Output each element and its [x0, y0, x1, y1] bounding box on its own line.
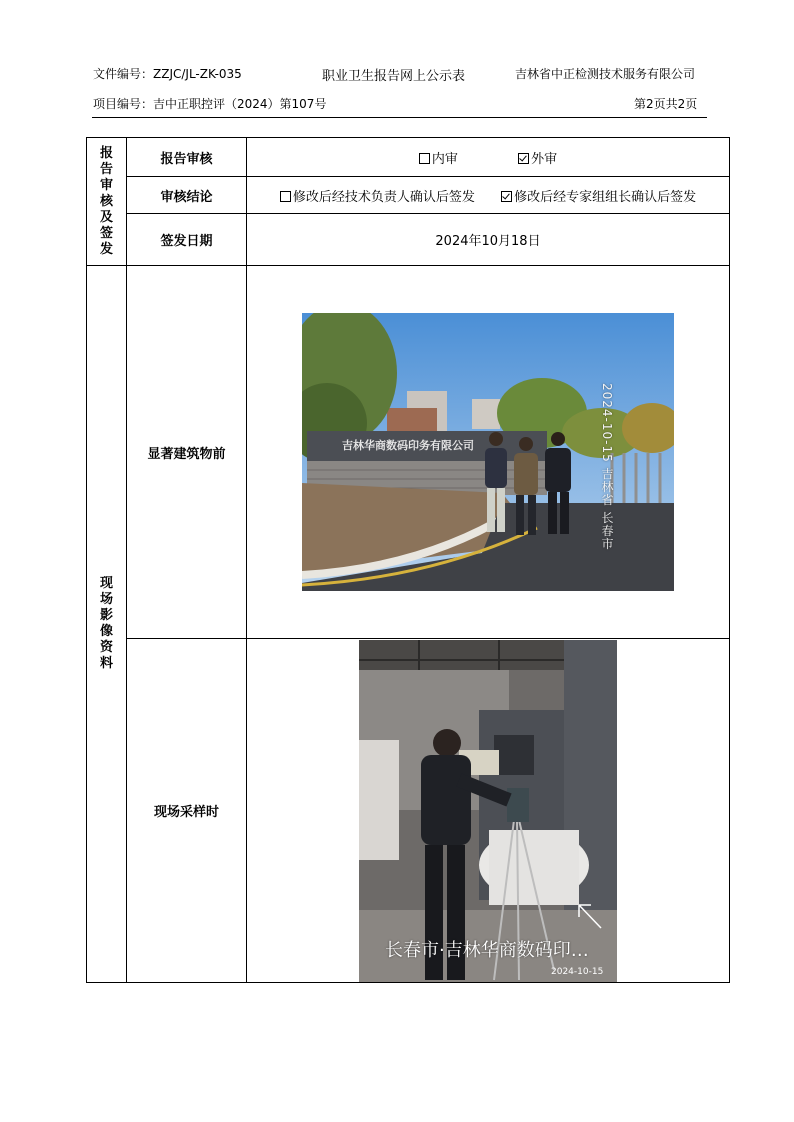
review-conclusion-row — [87, 177, 730, 214]
external-review-option[interactable]: 外审 — [518, 148, 557, 167]
building-photo-label: 显著建筑物前 — [127, 266, 247, 639]
review-conclusion-options — [247, 177, 730, 214]
checkbox-icon[interactable] — [280, 191, 291, 202]
page-indicator: 第2页共2页 — [634, 97, 698, 111]
sampling-photo-row — [87, 639, 730, 983]
sampling-date-stamp: 2024-10-15 — [551, 966, 604, 977]
internal-review-option[interactable]: 内审 — [419, 148, 458, 167]
checked-checkbox-icon[interactable] — [501, 191, 512, 202]
review-conclusion-label: 审核结论 — [127, 177, 247, 214]
form-title: 职业卫生报告网上公示表 — [322, 69, 466, 84]
photo-section-label: 现 场 影 像 资 料 — [87, 266, 127, 983]
review-section-label: 报 告 审 核 及 签 发 — [87, 138, 127, 266]
building-timestamp-watermark: 2024-10-15 吉林省 长春市 — [600, 383, 614, 551]
sampling-photo-label: 现场采样时 — [127, 639, 247, 983]
checked-checkbox-icon[interactable] — [518, 153, 529, 164]
building-photo-cell — [247, 266, 730, 639]
issue-date-label: 签发日期 — [127, 214, 247, 266]
file-number: 文件编号：ZZJC/JL-ZK-035 — [93, 67, 242, 81]
building-scene-image — [302, 313, 674, 591]
sampling-photo-cell — [247, 639, 730, 983]
issue-date-row — [87, 214, 730, 266]
company-name: 吉林省中正检测技术服务有限公司 — [515, 67, 696, 81]
expert-lead-option[interactable]: 修改后经专家组组长确认后签发 — [501, 190, 696, 205]
report-review-row — [87, 138, 730, 177]
report-review-options — [247, 138, 730, 177]
header-divider — [92, 117, 707, 118]
disclosure-table — [86, 137, 730, 983]
project-number: 项目编号：吉中正职控评（2024）第107号 — [93, 97, 327, 111]
company-sign-text: 吉林华商数码印务有限公司 — [342, 439, 474, 452]
sampling-scene-image — [359, 640, 617, 982]
issue-date-value: 2024年10月18日 — [247, 214, 730, 266]
tech-lead-option[interactable]: 修改后经技术负责人确认后签发 — [280, 190, 475, 205]
building-photo — [302, 313, 674, 591]
sampling-photo — [359, 640, 617, 982]
report-review-label: 报告审核 — [127, 138, 247, 177]
building-photo-row — [87, 266, 730, 639]
checkbox-icon[interactable] — [419, 153, 430, 164]
sampling-location-caption: 长春市·吉林华商数码印… — [385, 939, 589, 961]
